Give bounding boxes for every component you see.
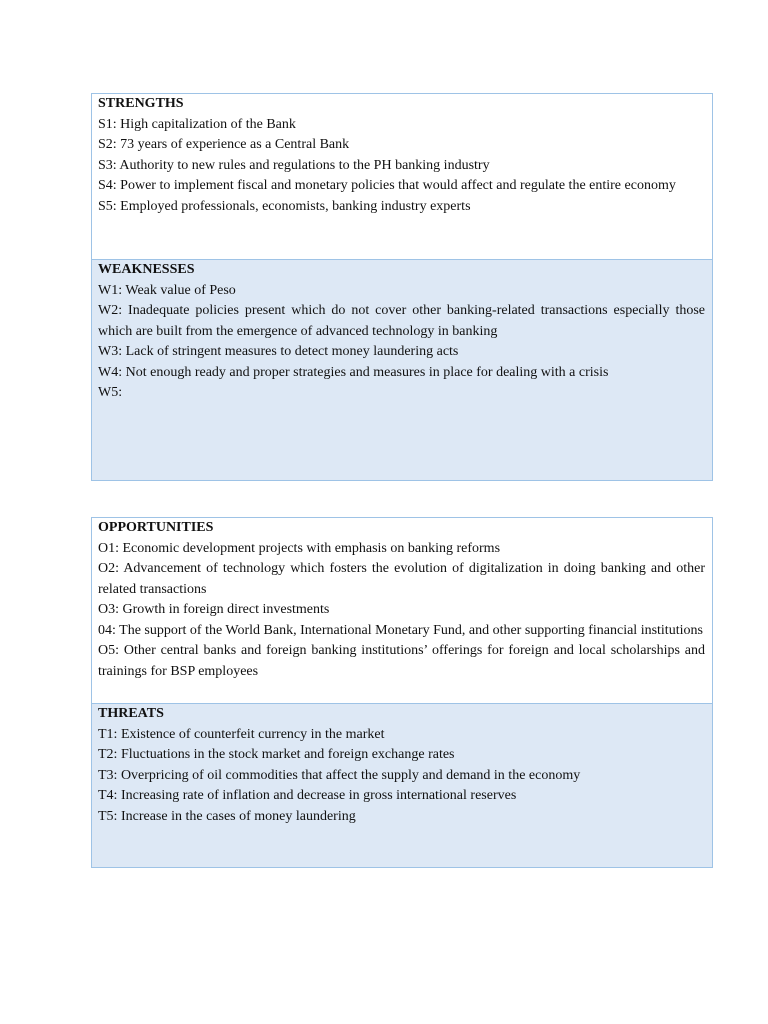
threats-heading: THREATS xyxy=(98,706,164,721)
weakness-item: W4: Not enough ready and proper strategies and measures in place for dealing with a crisis xyxy=(98,364,609,380)
threat-item: T1: Existence of counterfeit currency in the market xyxy=(98,726,385,742)
strength-item: S2: 73 years of experience as a Central Bank xyxy=(98,137,350,152)
threat-item: T4: Increasing rate of inflation and decrease in gross international reserves xyxy=(98,788,517,803)
opportunity-item: O1: Economic development projects with emphasis on banking reforms xyxy=(98,540,501,556)
threat-item: T5: Increase in the cases of money laundering xyxy=(98,808,356,824)
strength-item: S1: High capitalization of the Bank xyxy=(98,116,296,132)
opportunities-heading: OPPORTUNITIES xyxy=(98,520,214,535)
threat-item: T3: Overpricing of oil commodities that affect the supply and demand in the economy xyxy=(98,767,581,783)
opportunity-item: O3: Growth in foreign direct investments xyxy=(98,602,330,617)
strength-item: S5: Employed professionals, economists, banking industry experts xyxy=(98,198,471,214)
strength-item: S4: Power to implement fiscal and monetary policies that would affect and regulate the entire economy xyxy=(98,178,676,193)
threats-cell xyxy=(92,703,712,867)
opportunity-item: O2: Advancement of technology which fosters the evolution of digitalization in doing banking and other related transactions xyxy=(98,561,705,597)
weakness-item: W3: Lack of stringent measures to detect money laundering acts xyxy=(98,344,459,359)
weakness-item: W5: xyxy=(98,385,123,400)
weaknesses-heading: WEAKNESSES xyxy=(98,262,195,277)
weakness-item: W2: Inadequate policies present which do not cover other banking-related transactions especially those which are built from the emergence of advanced technology in banking xyxy=(98,303,705,339)
opportunity-item: 04: The support of the World Bank, International Monetary Fund, and other supporting financial institutions xyxy=(98,622,703,638)
strength-item: S3: Authority to new rules and regulations to the PH banking industry xyxy=(98,157,490,173)
swot-table-internal xyxy=(91,93,713,481)
opportunity-item: O5: Other central banks and foreign banking institutions’ offerings for foreign and local scholarships and trainings for BSP employees xyxy=(98,643,705,679)
weaknesses-cell xyxy=(92,259,712,480)
weakness-item: W1: Weak value of Peso xyxy=(98,282,236,298)
strengths-cell xyxy=(92,94,712,259)
threat-item: T2: Fluctuations in the stock market and foreign exchange rates xyxy=(98,747,455,762)
swot-table-external xyxy=(91,517,713,868)
opportunities-cell xyxy=(92,518,712,703)
strengths-heading: STRENGTHS xyxy=(98,96,184,111)
